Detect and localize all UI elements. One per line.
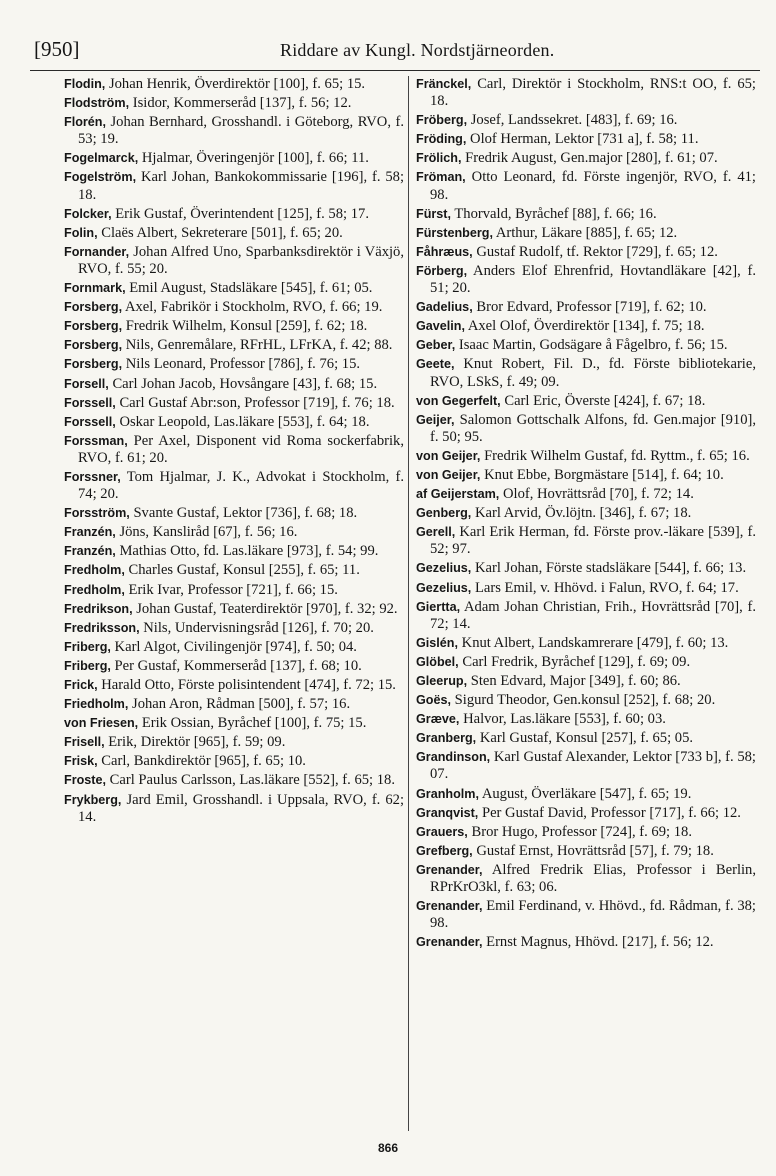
entry-details: Nils Leonard, Professor [786], f. 76; 15. <box>125 356 361 373</box>
entry-details: Johan Bernhard, Grosshandl. i Göteborg, RVO, f. 53; 19. <box>78 114 404 148</box>
entry-details: Jöns, Kansliråd [67], f. 56; 16. <box>119 524 298 541</box>
entry-surname: Flodström, <box>64 96 130 111</box>
entry-surname: Förberg, <box>416 263 468 278</box>
entry-surname: Gezelius, <box>416 561 472 576</box>
entry-details: Karl Gustaf Alexander, Lektor [733 b], f. 58; 07. <box>430 749 756 783</box>
register-entry <box>416 337 756 354</box>
entry-details: Johan Henrik, Överdirektör [100], f. 65; 15. <box>108 76 366 92</box>
entry-details: Salomon Gottschalk Alfons, fd. Gen.major [910], f. 50; 95. <box>430 411 756 445</box>
register-entry <box>64 601 404 618</box>
entry-details: Lars Emil, v. Hhövd. i Falun, RVO, f. 64; 17. <box>474 579 739 596</box>
entry-surname: von Gegerfelt, <box>416 393 501 408</box>
entry-details: Bror Hugo, Professor [724], f. 69; 18. <box>471 823 692 840</box>
entry-surname: Forsberg, <box>64 357 123 372</box>
register-entry <box>416 356 756 390</box>
entry-details: Per Gustaf David, Professor [717], f. 66; 12. <box>481 804 741 821</box>
register-entry <box>416 150 756 167</box>
entry-surname: Grandinson, <box>416 750 491 765</box>
entry-details: Halvor, Las.läkare [553], f. 60; 03. <box>463 711 666 728</box>
register-entry <box>416 599 756 633</box>
register-entry <box>64 639 404 656</box>
register-entry <box>64 337 404 354</box>
entry-surname: Frölich, <box>416 151 462 166</box>
register-entry <box>416 76 756 110</box>
entry-details: Josef, Landssekret. [483], f. 69; 16. <box>470 112 678 129</box>
register-entry <box>416 206 756 223</box>
register-entry <box>64 620 404 637</box>
register-entry <box>416 112 756 129</box>
entry-details: Gustaf Ernst, Hovrättsråd [57], f. 79; 18. <box>476 842 714 859</box>
register-entry <box>416 263 756 297</box>
entry-details: Fredrik Wilhelm, Konsul [259], f. 62; 18. <box>125 318 368 335</box>
entry-details: Axel, Fabrikör i Stockholm, RVO, f. 66; 19. <box>124 299 383 316</box>
entry-details: Isaac Martin, Godsägare å Fågelbro, f. 56; 15. <box>458 337 728 354</box>
entry-surname: Fogelström, <box>64 170 137 185</box>
register-entry <box>416 169 756 203</box>
entry-details: Arthur, Läkare [885], f. 65; 12. <box>495 224 678 241</box>
entry-surname: Friberg, <box>64 639 111 654</box>
entry-surname: Fredrikson, <box>64 601 133 616</box>
register-entry <box>64 95 404 112</box>
register-entry <box>64 792 404 826</box>
entry-surname: Forsström, <box>64 506 130 521</box>
register-entry <box>64 658 404 675</box>
register-entry <box>64 244 404 278</box>
entry-surname: Folcker, <box>64 206 112 221</box>
register-entry <box>64 677 404 694</box>
entry-details: Carl, Direktör i Stockholm, RNS:t OO, f. 65; 18. <box>430 76 756 110</box>
entry-details: Karl Johan, Förste stadsläkare [544], f. 66; 13. <box>474 560 747 577</box>
entry-details: Carl, Bankdirektör [965], f. 65; 10. <box>101 753 306 770</box>
register-entry <box>416 524 756 558</box>
register-entry <box>416 843 756 860</box>
entry-details: Karl Arvid, Öv.löjtn. [346], f. 67; 18. <box>474 505 692 522</box>
entry-surname: von Friesen, <box>64 716 139 731</box>
entry-surname: Fredholm, <box>64 582 125 597</box>
register-entry <box>416 225 756 242</box>
register-entry <box>64 299 404 316</box>
entry-details: Erik, Direktör [965], f. 59; 09. <box>108 734 286 751</box>
entry-details: Erik Gustaf, Överintendent [125], f. 58; 17. <box>115 205 369 222</box>
entry-details: Mathias Otto, fd. Las.läkare [973], f. 54; 99. <box>119 543 379 560</box>
register-entry <box>416 244 756 261</box>
register-entry <box>416 560 756 577</box>
entry-details: Nils, Undervisningsråd [126], f. 70; 20. <box>143 619 374 636</box>
register-entry <box>64 414 404 431</box>
register-entry <box>416 786 756 803</box>
register-entry <box>416 131 756 148</box>
entry-surname: Gadelius, <box>416 300 473 315</box>
register-entry <box>416 486 756 503</box>
entry-surname: Florén, <box>64 115 106 130</box>
register-entry <box>416 730 756 747</box>
entry-details: Fredrik Wilhelm Gustaf, fd. Ryttm., f. 65; 16. <box>484 447 750 464</box>
entry-details: Sigurd Theodor, Gen.konsul [252], f. 68; 20. <box>454 692 716 709</box>
entry-surname: Frisell, <box>64 735 105 750</box>
register-entry <box>416 673 756 690</box>
register-entry <box>64 280 404 297</box>
entry-details: Per Gustaf, Kommerseråd [137], f. 68; 10. <box>114 657 362 674</box>
entry-details: Bror Edvard, Professor [719], f. 62; 10. <box>476 299 707 316</box>
entry-surname: Gavelin, <box>416 319 465 334</box>
entry-details: Knut Albert, Landskamrerare [479], f. 60; 13. <box>461 634 729 651</box>
entry-details: Axel Olof, Överdirektör [134], f. 75; 18. <box>467 318 705 335</box>
register-entry <box>64 206 404 223</box>
entry-details: Svante Gustaf, Lektor [736], f. 68; 18. <box>133 505 358 522</box>
register-entry <box>416 412 756 446</box>
entry-surname: Fredholm, <box>64 563 125 578</box>
register-entry <box>64 696 404 713</box>
register-entry <box>416 654 756 671</box>
entry-details: Gustaf Rudolf, tf. Rektor [729], f. 65; 12. <box>476 243 718 260</box>
entry-details: Karl Gustaf, Konsul [257], f. 65; 05. <box>479 730 694 747</box>
entry-details: Thorvald, Byråchef [88], f. 66; 16. <box>454 205 657 222</box>
register-entry <box>64 356 404 373</box>
entry-surname: Giertta, <box>416 599 461 614</box>
entry-surname: Forssell, <box>64 414 116 429</box>
entry-details: Olof Herman, Lektor [731 a], f. 58; 11. <box>470 131 699 148</box>
register-entry <box>64 715 404 732</box>
entry-details: Erik Ossian, Byråchef [100], f. 75; 15. <box>141 715 367 732</box>
left-column <box>64 76 404 828</box>
entry-surname: von Geijer, <box>416 467 481 482</box>
register-entry <box>64 76 404 93</box>
entry-surname: Frykberg, <box>64 792 122 807</box>
register-entry <box>64 562 404 579</box>
entry-details: Nils, Genremålare, RFrHL, LFrKA, f. 42; 88. <box>125 337 393 354</box>
entry-details: Sten Edvard, Major [349], f. 60; 86. <box>470 673 681 689</box>
entry-surname: Forsberg, <box>64 300 123 315</box>
register-entry <box>416 448 756 465</box>
entry-surname: Grenander, <box>416 862 483 877</box>
page-folio: 866 <box>377 1141 399 1155</box>
entry-details: Alfred Fredrik Elias, Professor i Berlin, RPrKrO3kl, f. 63; 06. <box>430 861 756 896</box>
entry-surname: Fornander, <box>64 244 130 259</box>
entry-surname: Forsberg, <box>64 338 123 353</box>
entry-surname: Geijer, <box>416 412 455 427</box>
register-entry <box>64 318 404 335</box>
register-entry <box>64 433 404 467</box>
entry-details: August, Överläkare [547], f. 65; 19. <box>481 785 692 802</box>
register-entry <box>64 376 404 393</box>
entry-surname: Franzén, <box>64 525 116 540</box>
entry-surname: Frick, <box>64 678 98 692</box>
register-entry <box>416 467 756 484</box>
entry-details: Karl Erik Herman, fd. Förste prov.-läkare [539], f. 52; 97. <box>430 524 756 558</box>
register-entry <box>64 772 404 789</box>
entry-surname: Gleerup, <box>416 674 468 688</box>
register-entry <box>416 393 756 410</box>
entry-details: Carl Eric, Överste [424], f. 67; 18. <box>504 392 706 409</box>
entry-details: Johan Aron, Rådman [500], f. 57; 16. <box>132 696 351 713</box>
register-entry <box>416 805 756 822</box>
register-entry <box>416 299 756 316</box>
entry-surname: Granberg, <box>416 731 477 746</box>
entry-details: Otto Leonard, fd. Förste ingenjör, RVO, f. 41; 98. <box>430 169 756 203</box>
entry-surname: Friedholm, <box>64 697 129 712</box>
entry-details: Johan Alfred Uno, Sparbanksdirektör i Växjö, RVO, f. 55; 20. <box>78 243 404 277</box>
entry-details: Erik Ivar, Professor [721], f. 66; 15. <box>128 581 338 598</box>
entry-surname: Geete, <box>416 357 455 372</box>
entry-surname: Genberg, <box>416 506 472 521</box>
entry-details: Per Axel, Disponent vid Roma sockerfabrik, RVO, f. 61; 20. <box>78 432 404 466</box>
entry-details: Isidor, Kommerseråd [137], f. 56; 12. <box>132 95 352 112</box>
entry-details: Anders Elof Ehrenfrid, Hovtandläkare [42], f. 51; 20. <box>430 262 756 297</box>
register-entry <box>416 749 756 783</box>
entry-surname: Goës, <box>416 693 451 708</box>
entry-details: Jard Emil, Grosshandl. i Uppsala, RVO, f. 62; 14. <box>78 791 404 825</box>
entry-surname: Fürstenberg, <box>416 225 493 240</box>
register-entry <box>64 582 404 599</box>
entry-surname: Friberg, <box>64 658 111 673</box>
entry-surname: Forsberg, <box>64 319 123 334</box>
entry-details: Fredrik August, Gen.major [280], f. 61; 07. <box>465 150 718 167</box>
register-entry <box>64 150 404 167</box>
entry-surname: Gislén, <box>416 635 458 650</box>
entry-surname: Fredriksson, <box>64 620 140 635</box>
register-entry <box>416 898 756 932</box>
register-entry <box>416 692 756 709</box>
register-entry <box>64 225 404 242</box>
entry-surname: Granqvist, <box>416 805 479 820</box>
register-entry <box>64 505 404 522</box>
register-entry <box>64 734 404 751</box>
register-entry <box>64 469 404 503</box>
entry-surname: Folin, <box>64 225 98 240</box>
entry-surname: Grefberg, <box>416 843 473 858</box>
entry-surname: Fröberg, <box>416 113 468 128</box>
entry-surname: Forssman, <box>64 433 128 448</box>
entry-surname: Flodin, <box>64 77 106 91</box>
entry-details: Carl Paulus Carlsson, Las.läkare [552], f. 65; 18. <box>109 772 395 789</box>
register-entry <box>416 505 756 522</box>
page-number: [950] <box>34 37 80 61</box>
page-header <box>30 30 760 71</box>
entry-details: Tom Hjalmar, J. K., Advokat i Stockholm, f. 74; 20. <box>78 468 404 503</box>
entry-surname: Fröding, <box>416 132 467 147</box>
entry-surname: Glöbel, <box>416 654 459 669</box>
entry-surname: Fröman, <box>416 170 466 185</box>
register-entry <box>416 580 756 597</box>
entry-details: Emil Ferdinand, v. Hhövd., fd. Rådman, f. 38; 98. <box>430 898 756 932</box>
right-column <box>416 76 756 953</box>
running-title: Riddare av Kungl. Nordstjärneorden. <box>280 40 555 60</box>
entry-details: Karl Johan, Bankokommissarie [196], f. 58; 18. <box>78 169 404 203</box>
entry-surname: Fürst, <box>416 206 451 221</box>
register-entry <box>64 114 404 148</box>
entry-surname: Grenander, <box>416 899 483 914</box>
register-entry <box>416 635 756 652</box>
entry-surname: Gezelius, <box>416 580 472 595</box>
register-entry <box>416 934 756 951</box>
entry-surname: Fränckel, <box>416 77 472 91</box>
column-divider <box>408 76 409 1131</box>
entry-surname: Gerell, <box>416 525 456 540</box>
entry-surname: Frisk, <box>64 754 98 769</box>
register-entry <box>64 395 404 412</box>
entry-details: Knut Robert, Fil. D., fd. Förste bibliotekarie, RVO, LSkS, f. 49; 09. <box>430 356 756 390</box>
entry-details: Karl Algot, Civilingenjör [974], f. 50; 04. <box>114 638 357 655</box>
entry-details: Charles Gustaf, Konsul [255], f. 65; 11. <box>128 562 360 579</box>
entry-surname: Franzén, <box>64 544 116 559</box>
entry-surname: Geber, <box>416 338 456 353</box>
entry-details: Hjalmar, Överingenjör [100], f. 66; 11. <box>141 150 369 167</box>
register-entry <box>64 524 404 541</box>
register-entry <box>64 169 404 203</box>
entry-details: Oskar Leopold, Las.läkare [553], f. 64; 18. <box>119 413 370 430</box>
register-entry <box>64 543 404 560</box>
entry-details: Adam Johan Christian, Frih., Hovrättsråd [70], f. 72; 14. <box>430 598 756 632</box>
entry-surname: Forsell, <box>64 376 109 391</box>
register-entry <box>416 318 756 335</box>
entry-details: Olof, Hovrättsråd [70], f. 72; 14. <box>502 486 694 503</box>
entry-details: Knut Ebbe, Borgmästare [514], f. 64; 10. <box>484 466 724 483</box>
entry-surname: af Geijerstam, <box>416 487 500 502</box>
entry-details: Claës Albert, Sekreterare [501], f. 65; 20. <box>101 224 343 241</box>
entry-surname: von Geijer, <box>416 448 481 463</box>
entry-details: Harald Otto, Förste polisintendent [474], f. 72; 15. <box>101 677 396 693</box>
entry-surname: Fåhræus, <box>416 244 473 259</box>
entry-surname: Grenander, <box>416 935 483 950</box>
entry-details: Emil August, Stadsläkare [545], f. 61; 05. <box>129 280 373 297</box>
register-entry <box>64 753 404 770</box>
entry-surname: Grauers, <box>416 824 468 839</box>
register-entry <box>416 824 756 841</box>
entry-surname: Forssner, <box>64 469 121 484</box>
entry-surname: Fornmark, <box>64 281 126 296</box>
entry-surname: Granholm, <box>416 786 479 801</box>
entry-surname: Græve, <box>416 712 460 727</box>
entry-details: Johan Gustaf, Teaterdirektör [970], f. 32; 92. <box>136 600 398 617</box>
entry-details: Carl Fredrik, Byråchef [129], f. 69; 09. <box>462 653 691 670</box>
entry-details: Ernst Magnus, Hhövd. [217], f. 56; 12. <box>486 934 714 951</box>
entry-details: Carl Johan Jacob, Hovsångare [43], f. 68; 15. <box>112 375 378 392</box>
register-entry <box>416 862 756 896</box>
entry-surname: Froste, <box>64 773 106 788</box>
entry-surname: Forssell, <box>64 395 116 410</box>
entry-surname: Fogelmarck, <box>64 151 139 166</box>
register-entry <box>416 711 756 728</box>
entry-details: Carl Gustaf Abr:son, Professor [719], f. 76; 18. <box>119 394 395 411</box>
